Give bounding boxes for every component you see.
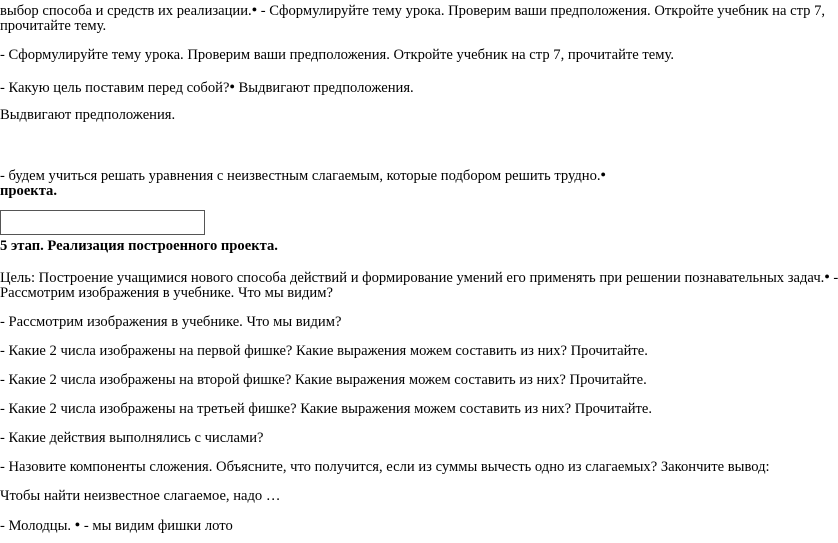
paragraph-goal-cont: Рассмотрим изображения в учебнике. Что мы видим?	[0, 285, 333, 301]
project-heading-fragment: проекта.	[0, 183, 57, 199]
bullet-icon: ●	[74, 519, 81, 529]
question-components: - Назовите компоненты сложения. Объясните, что получится, если из суммы вычесть одно из слагаемых? Закончите вывод:	[0, 459, 770, 475]
stage-5-heading: 5 этап. Реализация построенного проекта.	[0, 238, 278, 254]
question-second-chip: - Какие 2 числа изображены на второй фишке? Какие выражения можем составить из них? Прочитайте.	[0, 372, 647, 388]
question-first-chip: - Какие 2 числа изображены на первой фишке? Какие выражения можем составить из них? Прочитайте.	[0, 343, 648, 359]
paragraph-5: - будем учиться решать уравнения с неизвестным слагаемым, которые подбором решить трудно.●	[0, 168, 606, 184]
conclusion-prompt: Чтобы найти неизвестное слагаемое, надо …	[0, 488, 281, 504]
empty-text-box	[0, 210, 205, 235]
paragraph-3: - Какую цель поставим перед собой?● Выдвигают предположения.	[0, 80, 414, 96]
paragraph-2: - Сформулируйте тему урока. Проверим ваши предположения. Откройте учебник на стр 7, прочитайте тему.	[0, 47, 674, 63]
question-actions: - Какие действия выполнялись с числами?	[0, 430, 264, 446]
paragraph-1-cont: прочитайте тему.	[0, 18, 107, 34]
paragraph-goal: Цель: Построение учащимися нового способа действий и формирование умений его применять при решении познавательных задач.● -	[0, 270, 838, 286]
bullet-icon: ●	[251, 4, 258, 14]
bullet-icon: ●	[600, 169, 606, 179]
bullet-icon: ●	[229, 81, 235, 91]
paragraph-final: - Молодцы. ● - мы видим фишки лото	[0, 518, 233, 534]
bullet-icon: ●	[824, 271, 830, 281]
paragraph-images: - Рассмотрим изображения в учебнике. Что мы видим?	[0, 314, 342, 330]
paragraph-1: выбор способа и средств их реализации.● - Сформулируйте тему урока. Проверим ваши предположения. Откройте учебник на стр 7,	[0, 3, 826, 19]
paragraph-4: Выдвигают предположения.	[0, 107, 176, 123]
question-third-chip: - Какие 2 числа изображены на третьей фишке? Какие выражения можем составить из них? Прочитайте.	[0, 401, 653, 417]
